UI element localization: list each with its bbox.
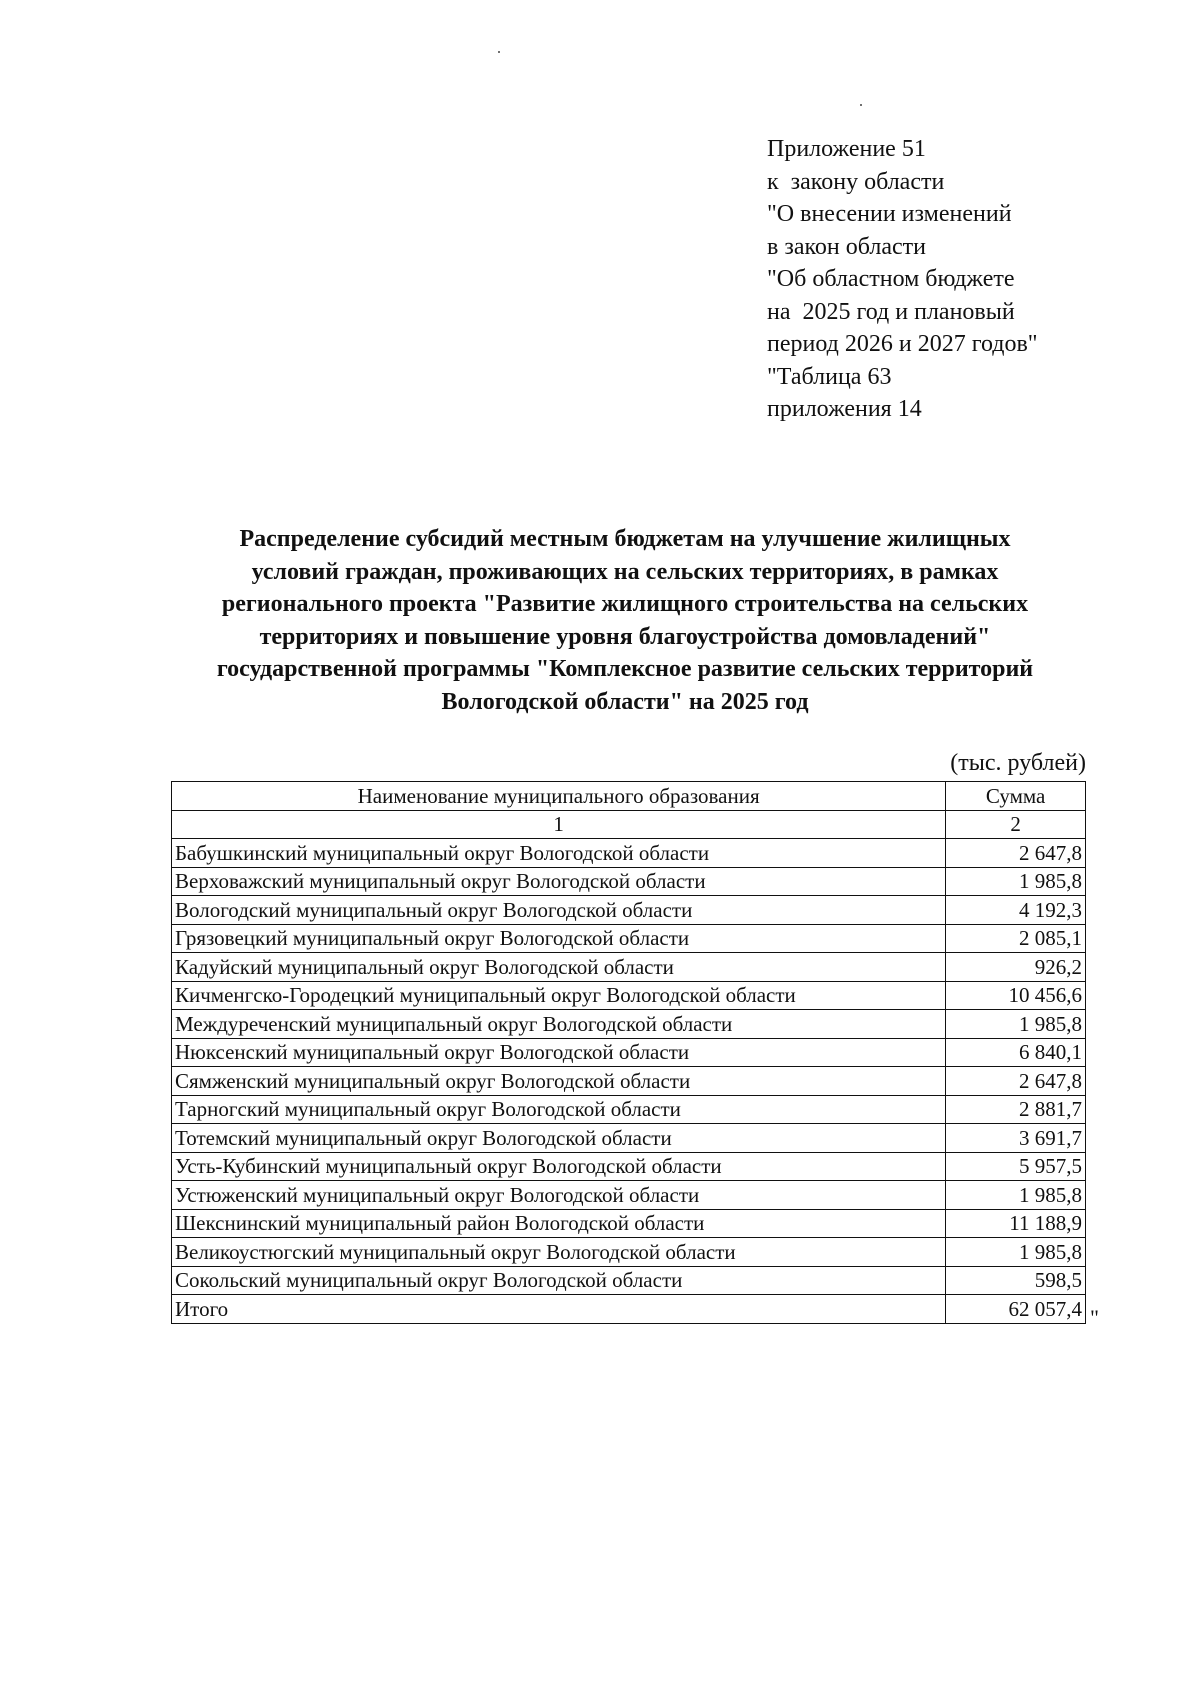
appendix-line: в закон области xyxy=(767,233,926,260)
table-row xyxy=(172,867,1086,896)
table-row xyxy=(172,924,1086,953)
municipality-name: Шекснинский муниципальный район Вологодской области xyxy=(172,1209,946,1238)
closing-quote: " xyxy=(1090,1305,1099,1330)
appendix-header xyxy=(767,133,1038,426)
table-header-row xyxy=(172,782,1086,811)
municipality-name: Сокольский муниципальный округ Вологодской области xyxy=(172,1266,946,1295)
units-label: (тыс. рублей) xyxy=(950,750,1086,776)
title-line: Вологодской области" на 2025 год xyxy=(441,688,809,715)
subsidy-sum: 1 985,8 xyxy=(946,867,1086,896)
table-row xyxy=(172,1152,1086,1181)
document-title xyxy=(150,523,1100,718)
scan-speck xyxy=(860,104,862,106)
municipality-name: Кичменгско-Городецкий муниципальный округ Вологодской области xyxy=(172,981,946,1010)
municipality-name: Междуреченский муниципальный округ Вологодской области xyxy=(172,1010,946,1039)
municipality-name: Сямженский муниципальный округ Вологодской области xyxy=(172,1067,946,1096)
total-sum: 62 057,4 xyxy=(946,1295,1086,1324)
table-row xyxy=(172,1181,1086,1210)
table-row xyxy=(172,1095,1086,1124)
table-row xyxy=(172,953,1086,982)
subsidy-sum: 3 691,7 xyxy=(946,1124,1086,1153)
table-row xyxy=(172,1038,1086,1067)
subsidy-sum: 2 647,8 xyxy=(946,1067,1086,1096)
municipality-name: Усть-Кубинский муниципальный округ Вологодской области xyxy=(172,1152,946,1181)
municipality-name: Кадуйский муниципальный округ Вологодской области xyxy=(172,953,946,982)
title-line: условий граждан, проживающих на сельских территориях, в рамках xyxy=(251,558,999,585)
table-row xyxy=(172,1209,1086,1238)
table-row xyxy=(172,896,1086,925)
appendix-line: "Об областном бюджете xyxy=(767,266,1015,292)
subsidy-sum: 10 456,6 xyxy=(946,981,1086,1010)
municipality-name: Вологодский муниципальный округ Вологодской области xyxy=(172,896,946,925)
subsidies-table xyxy=(171,781,1086,1324)
municipality-name: Нюксенский муниципальный округ Вологодской области xyxy=(172,1038,946,1067)
appendix-line: Приложение 51 xyxy=(767,136,926,162)
header-name: Наименование муниципального образования xyxy=(172,782,946,811)
table-row xyxy=(172,1238,1086,1267)
municipality-name: Устюженский муниципальный округ Вологодской области xyxy=(172,1181,946,1210)
subsidy-sum: 598,5 xyxy=(946,1266,1086,1295)
table-row xyxy=(172,839,1086,868)
title-line: регионального проекта "Развитие жилищного строительства на сельских xyxy=(221,591,1029,617)
title-line: государственной программы "Комплексное развитие сельских территорий xyxy=(216,656,1034,682)
subsidy-sum: 6 840,1 xyxy=(946,1038,1086,1067)
column-number-row xyxy=(172,810,1086,839)
municipality-name: Верховажский муниципальный округ Вологодской области xyxy=(172,867,946,896)
table-row xyxy=(172,1266,1086,1295)
appendix-line: к закону области xyxy=(767,168,945,195)
subsidy-sum: 5 957,5 xyxy=(946,1152,1086,1181)
appendix-line: "О внесении изменений xyxy=(767,201,1012,227)
total-row xyxy=(172,1295,1086,1324)
subsidy-sum: 2 647,8 xyxy=(946,839,1086,868)
subsidy-sum: 4 192,3 xyxy=(946,896,1086,925)
appendix-line: на 2025 год и плановый xyxy=(767,298,1015,325)
subsidy-sum: 926,2 xyxy=(946,953,1086,982)
municipality-name: Тотемский муниципальный округ Вологодской области xyxy=(172,1124,946,1153)
table-row xyxy=(172,1124,1086,1153)
column-number: 2 xyxy=(946,810,1086,839)
subsidy-sum: 2 085,1 xyxy=(946,924,1086,953)
appendix-line: "Таблица 63 xyxy=(767,363,892,390)
subsidy-sum: 11 188,9 xyxy=(946,1209,1086,1238)
subsidy-sum: 1 985,8 xyxy=(946,1010,1086,1039)
table-row xyxy=(172,1010,1086,1039)
total-label: Итого xyxy=(172,1295,946,1324)
subsidy-sum: 2 881,7 xyxy=(946,1095,1086,1124)
municipality-name: Грязовецкий муниципальный округ Вологодской области xyxy=(172,924,946,953)
appendix-line: приложения 14 xyxy=(767,396,922,422)
appendix-line: период 2026 и 2027 годов" xyxy=(767,331,1038,357)
title-line: Распределение субсидий местным бюджетам на улучшение жилищных xyxy=(239,526,1011,552)
subsidy-sum: 1 985,8 xyxy=(946,1181,1086,1210)
header-sum: Сумма xyxy=(946,782,1086,811)
subsidy-sum: 1 985,8 xyxy=(946,1238,1086,1267)
table-row xyxy=(172,981,1086,1010)
municipality-name: Бабушкинский муниципальный округ Вологодской области xyxy=(172,839,946,868)
municipality-name: Тарногский муниципальный округ Вологодской области xyxy=(172,1095,946,1124)
column-number: 1 xyxy=(172,810,946,839)
scan-speck xyxy=(498,51,500,53)
title-line: территориях и повышение уровня благоустройства домовладений" xyxy=(259,623,991,650)
table-row xyxy=(172,1067,1086,1096)
municipality-name: Великоустюгский муниципальный округ Вологодской области xyxy=(172,1238,946,1267)
